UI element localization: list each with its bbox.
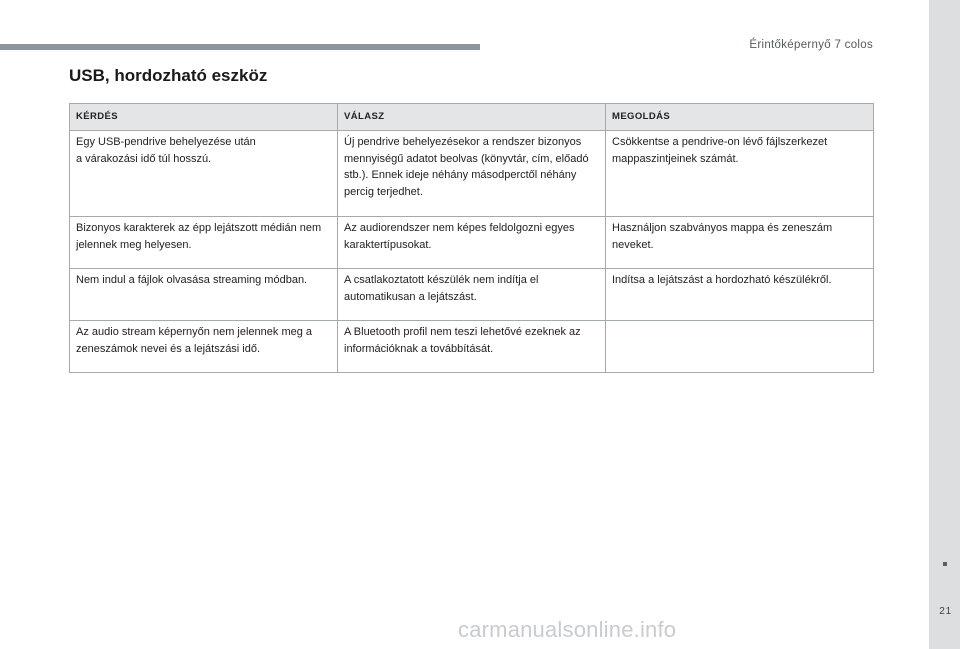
column-header-question: KÉRDÉS [70, 104, 338, 131]
header-rule [0, 44, 480, 50]
chapter-title: Érintőképernyő 7 colos [749, 39, 873, 51]
question-cell: Bizonyos karakterek az épp lejátszott médián nem jelennek meg helyesen. [70, 217, 338, 269]
solution-cell: Indítsa a lejátszást a hordozható készülékről. [606, 269, 874, 321]
table-row [70, 269, 874, 321]
answer-cell: Új pendrive behelyezésekor a rendszer bizonyos mennyiségű adatot beolvas (könyvtár, cím, előadó stb.). Ennek ideje néhány másodperctől néhány percig terjedhet. [338, 131, 606, 217]
solution-cell [606, 321, 874, 373]
solution-cell: Használjon szabványos mappa és zeneszám neveket. [606, 217, 874, 269]
page-number: 21 [939, 606, 952, 617]
table-row [70, 321, 874, 373]
question-cell: Nem indul a fájlok olvasása streaming módban. [70, 269, 338, 321]
page-edge-strip [929, 0, 960, 649]
answer-cell: A csatlakoztatott készülék nem indítja el automatikusan a lejátszást. [338, 269, 606, 321]
answer-cell: Az audiorendszer nem képes feldolgozni egyes karaktertípusokat. [338, 217, 606, 269]
column-header-solution: MEGOLDÁS [606, 104, 874, 131]
table-header-row [70, 104, 874, 131]
column-header-answer: VÁLASZ [338, 104, 606, 131]
table-row [70, 217, 874, 269]
answer-cell: A Bluetooth profil nem teszi lehetővé ezeknek az információknak a továbbítását. [338, 321, 606, 373]
section-title: USB, hordozható eszköz [69, 66, 268, 85]
question-cell: Egy USB-pendrive behelyezése után a várakozási idő túl hosszú. [70, 131, 338, 217]
solution-cell: Csökkentse a pendrive-on lévő fájlszerkezet mappaszintjeinek számát. [606, 131, 874, 217]
page-marker [943, 562, 947, 566]
question-cell: Az audio stream képernyőn nem jelennek meg a zeneszámok nevei és a lejátszási idő. [70, 321, 338, 373]
table-row [70, 131, 874, 217]
watermark: carmanualsonline.info [458, 617, 677, 642]
troubleshooting-table [69, 103, 874, 373]
